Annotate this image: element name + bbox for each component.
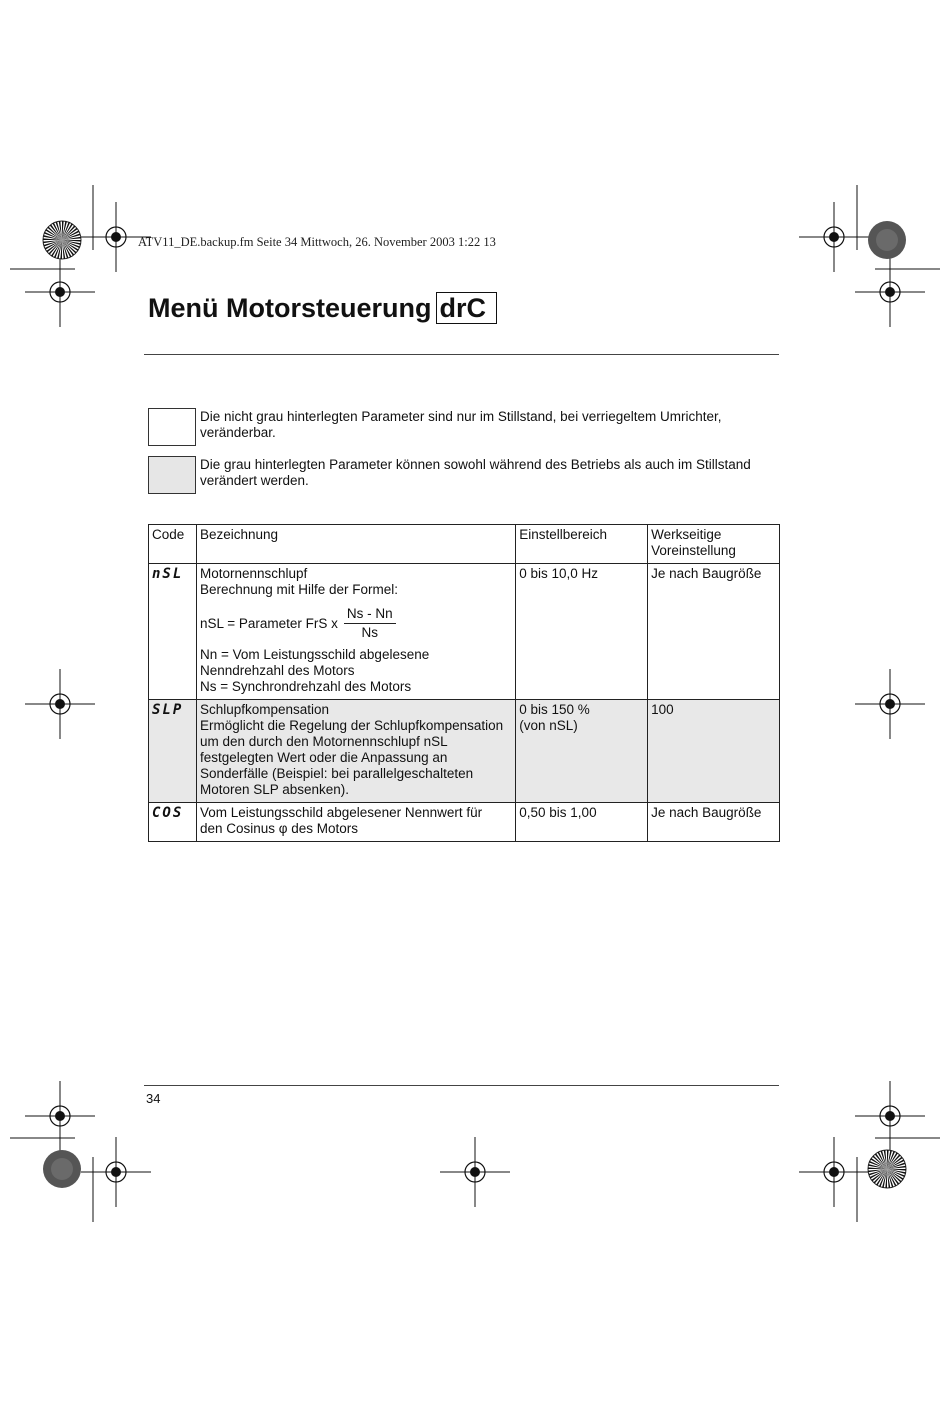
formula-lhs: nSL = Parameter FrS x [199,615,338,631]
menu-code-box: drC [436,292,498,324]
param-line: Berechnung mit Hilfe der Formel: [199,582,399,597]
param-line: Nenndrehzahl des Motors [199,663,355,678]
footer-divider [144,1085,779,1086]
title-text: Menü Motorsteuerung [148,292,432,323]
registration-mark [81,1137,151,1207]
formula-fraction [344,606,396,641]
registration-mark [25,257,95,327]
param-title: Schlupfkompensation [199,702,330,717]
param-line: Nn = Vom Leistungsschild abgelesene [199,647,430,662]
param-default: Je nach Baugröße [648,803,780,842]
param-title: Motornennschlupf [199,566,308,581]
param-description [196,803,515,842]
param-line: Motoren SLP absenken). [199,782,350,797]
legend-white-text: Die nicht grau hinterlegten Parameter sind nur im Stillstand, bei verriegeltem Umrichter, veränderbar. [200,409,722,440]
param-range [516,564,648,700]
header-range: Einstellbereich [516,525,648,564]
star-target-mark [43,221,81,259]
header-default-line1: Werkseitige [651,527,722,542]
header-code: Code [149,525,197,564]
param-title: Vom Leistungsschild abgelesener Nennwert für [199,805,483,820]
param-code: nSL [149,564,197,700]
param-line: den Cosinus φ des Motors [199,821,359,836]
param-line: Ns = Synchrondrehzahl des Motors [199,679,412,694]
legend-grey-text: Die grau hinterlegten Parameter können sowohl während des Betriebs als auch im Stillstand verändert werden. [200,457,751,488]
page-number: 34 [146,1091,161,1106]
table-row [149,803,780,842]
range-line: 0 bis 150 % [519,702,590,717]
table-row [149,564,780,700]
legend-grey-swatch [148,456,196,494]
range-line: 0 bis 10,0 Hz [519,566,599,581]
param-line: Ermöglicht die Regelung der Schlupfkompensation [199,718,504,733]
registration-mark [799,1137,869,1207]
param-default: Je nach Baugröße [648,564,780,700]
formula-numerator: Ns - Nn [344,606,396,624]
table-row [149,700,780,803]
formula-denominator: Ns [361,625,379,640]
header-default-line2: Voreinstellung [651,543,736,558]
range-line: 0,50 bis 1,00 [519,805,597,820]
star-target-mark [868,1150,906,1188]
param-range [516,700,648,803]
grey-disc-mark [868,221,906,259]
registration-mark [855,257,925,327]
param-line: festgelegten Wert oder die Anpassung an [199,750,448,765]
param-code: COS [149,803,197,842]
page-title [148,292,497,324]
param-description [196,564,515,700]
registration-mark [25,669,95,739]
grey-disc-mark [43,1150,81,1188]
range-line: (von nSL) [519,718,578,733]
header-default [648,525,780,564]
slip-formula [200,606,512,641]
param-code: SLP [149,700,197,803]
title-divider [144,354,779,355]
file-header-line: ATV11_DE.backup.fm Seite 34 Mittwoch, 26. November 2003 1:22 13 [138,235,496,249]
header-name: Bezeichnung [196,525,515,564]
registration-mark [799,202,869,272]
param-line: um den durch den Motornennschlupf nSL [199,734,448,749]
registration-mark [855,1081,925,1151]
param-default: 100 [648,700,780,803]
parameter-table [148,524,780,842]
legend-white-swatch [148,408,196,446]
param-range [516,803,648,842]
registration-mark [25,1081,95,1151]
registration-mark [440,1137,510,1207]
param-line: Sonderfälle (Beispiel: bei parallelgeschalteten [199,766,474,781]
table-header-row [149,525,780,564]
registration-mark [855,669,925,739]
param-description [196,700,515,803]
